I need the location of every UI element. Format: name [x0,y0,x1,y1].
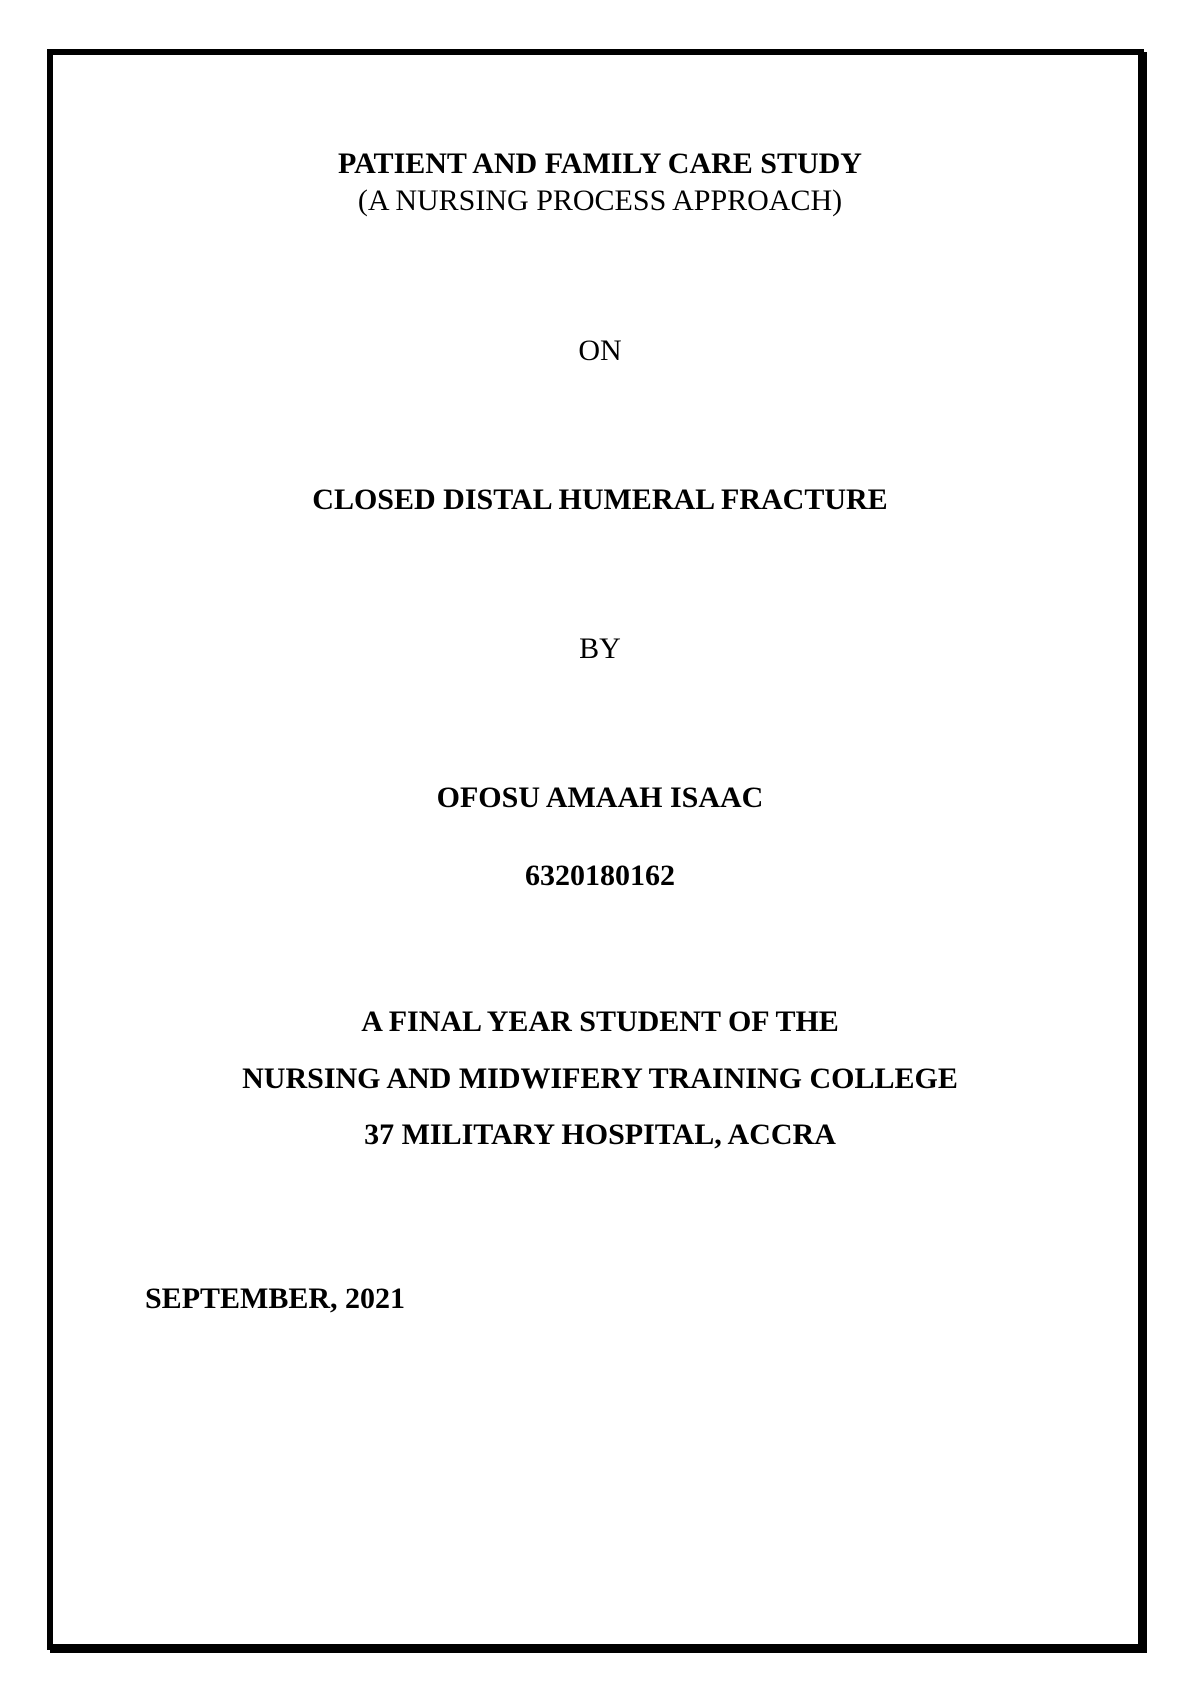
author-index-number: 6320180162 [525,859,675,892]
title-line-1: PATIENT AND FAMILY CARE STUDY [338,147,862,180]
submission-date: SEPTEMBER, 2021 [145,1282,406,1315]
topic-title: CLOSED DISTAL HUMERAL FRACTURE [312,483,888,516]
institution-line-3: 37 MILITARY HOSPITAL, ACCRA [364,1118,836,1151]
author-name: OFOSU AMAAH ISAAC [436,781,764,814]
by-label: BY [579,632,621,665]
title-line-2: (A NURSING PROCESS APPROACH) [357,184,843,217]
on-label: ON [578,334,622,367]
institution-line-1: A FINAL YEAR STUDENT OF THE [361,1005,839,1038]
page-border [47,49,1144,1650]
institution-line-2: NURSING AND MIDWIFERY TRAINING COLLEGE [242,1062,958,1095]
